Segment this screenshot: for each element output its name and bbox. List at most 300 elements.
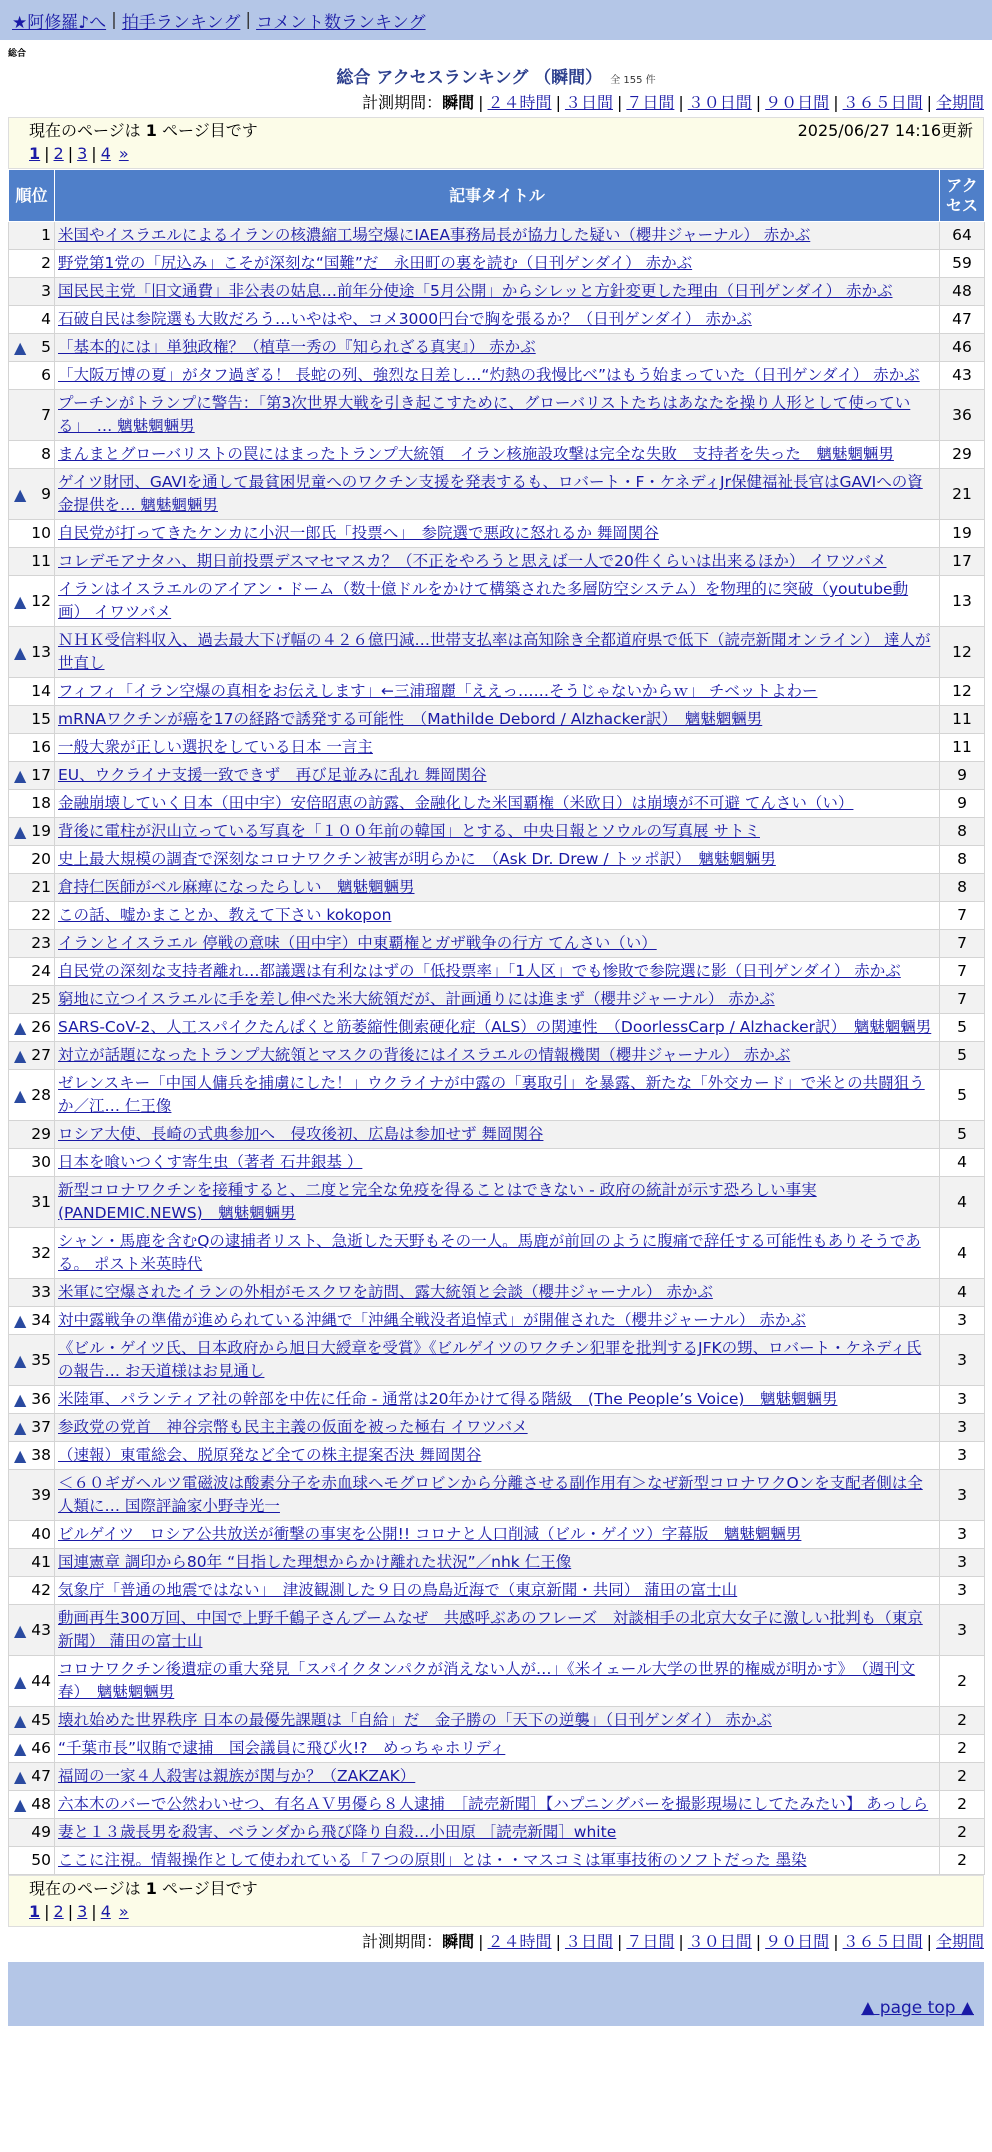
table-row [9,986,985,1014]
page-separator: | [44,144,50,163]
article-link[interactable]: 「大阪万博の夏」がタフ過ぎる！ 長蛇の列、強烈な日差し…“灼熱の我慢比べ”はもう始まっていた（日刊ゲンダイ） 赤かぶ [58,366,920,384]
rank-cell [9,1549,55,1577]
rank-cell [9,1763,55,1791]
article-link[interactable]: 米陸軍、パランティア社の幹部を中佐に任命 - 通常は20年かけて得る階級 (The People’s Voice) 魑魅魍魎男 [58,1390,838,1408]
article-link[interactable]: ＮＨＫ受信料収入、過去最大下げ幅の４２６億円減…世帯支払率は高知除き全都道府県で低下（読売新聞オンライン） 達人が世直し [58,631,931,672]
table-row [9,1228,985,1279]
table-header-row [9,170,985,222]
table-row [9,250,985,278]
rank-number: 9 [41,484,51,503]
period-label: 計測期間： [362,1932,443,1951]
table-row [9,222,985,250]
title-cell [55,1121,940,1149]
access-count: 29 [940,441,985,469]
footer-bar [8,1962,984,1992]
rank-up-icon: ▲ [14,1350,27,1370]
article-link[interactable]: 金融崩壊していく日本（田中宇）安倍昭恵の訪露、金融化した米国覇権（米欧日）は崩壊が不可避 てんさい（い） [58,794,854,812]
period-separator: | [833,93,839,112]
title-cell [55,734,940,762]
table-row [9,1070,985,1121]
rank-cell [9,1149,55,1177]
title-cell [55,548,940,576]
article-link[interactable]: フィフィ「イラン空爆の真相をお伝えします」←三浦瑠麗「ええっ……そうじゃないからｗ」 チベットよわー [58,682,818,700]
access-count: 3 [940,1605,985,1656]
current-page-text: 現在のページは 1 ページ目です [29,121,258,140]
page-link[interactable]: 4 [100,1902,111,1921]
rank-cell [9,548,55,576]
table-row [9,278,985,306]
article-link[interactable]: SARS-CoV-2、人工スパイクたんぱくと筋萎縮性側索硬化症（ALS）の関連性 （DoorlessCarp / Alzhacker訳） 魑魅魍魎男 [58,1018,932,1036]
rank-number: 50 [31,1851,51,1869]
access-count: 7 [940,986,985,1014]
rank-up-icon: ▲ [14,766,27,785]
rank-cell [9,1605,55,1656]
title-cell [55,1335,940,1386]
access-count: 5 [940,1070,985,1121]
access-count: 19 [940,520,985,548]
title-cell [55,1386,940,1414]
title-cell [55,1707,940,1735]
period-option[interactable]: ３６５日間 [842,1932,923,1951]
period-selector-top [0,88,992,113]
access-count: 17 [940,548,985,576]
period-separator: | [478,93,484,112]
article-link[interactable]: コロナワクチン後遺症の重大発見「スパイクタンパクが消えない人が…」《米イェール大学の世界的権威が明かす》 （週刊文春） 魑魅魍魎男 [58,1660,916,1701]
access-count: 3 [940,1549,985,1577]
title-cell [55,1014,940,1042]
table-row [9,1121,985,1149]
title-cell [55,222,940,250]
rank-number: 8 [41,445,51,463]
rank-number: 1 [41,226,51,244]
page-separator: | [91,144,97,163]
access-count: 8 [940,874,985,902]
table-row [9,706,985,734]
rank-up-icon: ▲ [14,1418,27,1437]
table-row [9,362,985,390]
title-cell [55,520,940,548]
article-link[interactable]: この話、嘘かまことか、教えて下さい kokopon [58,906,392,924]
article-link[interactable]: 「基本的には」単独政権？（植草一秀の『知られざる真実』） 赤かぶ [58,338,536,356]
table-row [9,818,985,846]
access-count: 3 [940,1386,985,1414]
access-count: 2 [940,1735,985,1763]
table-row [9,790,985,818]
article-link[interactable]: イランはイスラエルのアイアン・ドーム（数十億ドルをかけて構築された多層防空システム）を物理的に突破（youtube動画） イワツバメ [58,580,909,621]
period-option[interactable]: ７日間 [626,93,675,112]
access-count: 4 [940,1177,985,1228]
period-label: 計測期間： [362,93,443,112]
access-count: 2 [940,1656,985,1707]
page-info-top [8,117,984,169]
article-link[interactable]: “千葉市長”収賄で逮捕 国会議員に飛び火!? めっちゃホリディ [58,1739,506,1757]
article-link[interactable]: イランとイスラエル 停戦の意味（田中宇）中東覇権とガザ戦争の行方 てんさい（い） [58,934,657,952]
article-link[interactable]: 参政党の党首 神谷宗幣も民主主義の仮面を被った極右 イワツバメ [58,1418,528,1436]
title-cell [55,390,940,441]
rank-up-icon: ▲ [14,642,27,662]
period-separator: | [926,93,932,112]
period-option[interactable]: 全期間 [935,93,984,112]
access-count: 43 [940,362,985,390]
rank-number: 22 [31,906,51,924]
rank-number: 19 [31,822,51,840]
page-link[interactable]: 2 [53,144,64,163]
rank-number: 48 [31,1795,51,1813]
page-link-current[interactable]: 1 [29,1902,41,1921]
article-link[interactable]: 倉持仁医師がベル麻痺になったらしい 魑魅魍魎男 [58,878,415,896]
rank-cell [9,1042,55,1070]
rank-cell [9,1228,55,1279]
rank-cell [9,1386,55,1414]
rank-number: 16 [31,738,51,756]
article-link[interactable]: ビルゲイツ ロシア公共放送が衝撃の事実を公開!! コロナと人口削減（ビル・ゲイツ）字幕版 魑魅魍魎男 [58,1525,802,1543]
page-link[interactable]: 4 [100,144,111,163]
access-count: 12 [940,627,985,678]
article-link[interactable]: 野党第1党の「尻込み」こそが深刻な“国難”だ 永田町の裏を読む（日刊ゲンダイ） 赤かぶ [58,254,693,272]
rank-cell [9,1577,55,1605]
access-count: 2 [940,1847,985,1875]
rank-number: 14 [31,682,51,700]
rank-number: 31 [31,1192,51,1211]
rank-cell [9,1177,55,1228]
access-count: 2 [940,1763,985,1791]
category-label: 総合 [8,49,27,59]
rank-number: 10 [31,524,51,542]
period-separator: | [926,1932,932,1951]
period-option[interactable]: 全期間 [935,1932,984,1951]
rank-number: 4 [41,310,51,328]
title-cell [55,1819,940,1847]
total-count: 全 155 件 [610,75,656,86]
title-cell [55,678,940,706]
access-count: 9 [940,762,985,790]
rank-cell [9,874,55,902]
title-header: 記事タイトル [55,170,940,222]
article-link[interactable]: 自民党が打ってきたケンカに小沢一郎氏「投票へ」 参院選で悪政に怒れるか 舞岡関谷 [58,524,659,542]
title-cell [55,1149,940,1177]
rank-up-icon: ▲ [14,1046,27,1065]
rank-cell [9,390,55,441]
article-link[interactable]: 米軍に空爆されたイランの外相がモスクワを訪問、露大統領と会談（櫻井ジャーナル） 赤かぶ [58,1283,713,1301]
table-row [9,1149,985,1177]
article-link[interactable]: 国民民主党「旧文通費」非公表の姑息…前年分使途「5月公開」からシレッと方針変更した理由（日刊ゲンダイ） 赤かぶ [58,282,893,300]
access-count: 3 [940,1335,985,1386]
table-row [9,520,985,548]
rank-number: 32 [31,1243,51,1262]
rank-cell [9,734,55,762]
table-row [9,1177,985,1228]
article-link[interactable]: 六本木のバーで公然わいせつ、有名ＡＶ男優ら８人逮捕 ［読売新聞］【ハプニングバーを撮影現場にしてたみたい】 あっしら [58,1795,929,1813]
title-cell [55,1735,940,1763]
period-option[interactable]: ３０日間 [687,1932,752,1951]
article-link[interactable]: 壊れ始めた世界秩序 日本の最優先課題は「自給」だ 金子勝の「天下の逆襲」（日刊ゲンダイ） 赤かぶ [58,1711,772,1729]
access-count: 4 [940,1228,985,1279]
article-link[interactable]: ここに注視。情報操作として使われている「７つの原則」とは・・マスコミは軍事技術のソフトだった 墨染 [58,1851,807,1869]
nav-separator: | [245,10,252,30]
access-count: 4 [940,1149,985,1177]
table-row [9,902,985,930]
page-link[interactable]: 2 [53,1902,64,1921]
period-option[interactable]: ２４時間 [487,1932,552,1951]
clap-ranking-link[interactable]: 拍手ランキング [121,12,241,33]
article-link[interactable]: 新型コロナワクチンを接種すると、二度と完全な免疫を得ることはできない - 政府の統計が示す恐ろしい事実 (PANDEMIC.NEWS) 魑魅魍魎男 [58,1181,817,1222]
title-cell [55,1791,940,1819]
table-row [9,1605,985,1656]
rank-cell [9,1121,55,1149]
table-row [9,334,985,362]
rank-number: 20 [31,850,51,868]
period-option[interactable]: ９０日間 [765,1932,830,1951]
title-cell [55,576,940,627]
page-separator: | [67,1902,74,1921]
title-cell [55,1177,940,1228]
rank-number: 33 [31,1283,51,1301]
rank-number: 41 [31,1553,51,1571]
table-row [9,1470,985,1521]
rank-cell [9,1791,55,1819]
rank-number: 43 [31,1620,51,1639]
rank-cell [9,250,55,278]
access-count: 9 [940,790,985,818]
title-cell [55,469,940,520]
rank-number: 44 [31,1671,51,1690]
rank-number: 38 [31,1446,51,1464]
table-row [9,1279,985,1307]
rank-number: 46 [31,1739,51,1757]
rank-cell [9,441,55,469]
article-link[interactable]: ＜６０ギガヘルツ電磁波は酸素分子を赤血球ヘモグロビンから分離させる副作用有＞なぜ新型コロナワクOンを支配者側は全人類に… 国際評論家小野寺光一 [58,1474,923,1515]
access-count: 13 [940,576,985,627]
period-option[interactable]: ３６５日間 [842,93,923,112]
rank-number: 2 [41,254,51,272]
period-separator: | [678,1932,684,1951]
period-option[interactable]: ３日間 [564,1932,613,1951]
rank-number: 13 [31,642,51,661]
article-link[interactable]: 日本を喰いつくす寄生虫（著者 石井銀基 ） [58,1153,363,1171]
access-count: 21 [940,469,985,520]
page-separator: | [44,1902,50,1921]
access-count: 5 [940,1042,985,1070]
article-link[interactable]: （速報）東電総会、脱原発など全ての株主提案否決 舞岡関谷 [58,1446,482,1464]
table-row [9,930,985,958]
access-count: 3 [940,1442,985,1470]
rank-cell [9,1414,55,1442]
title-cell [55,1605,940,1656]
article-link[interactable]: 背後に電柱が沢山立っている写真を「１００年前の韓国」とする、中央日報とソウルの写真展 サトミ [58,822,760,840]
access-count: 5 [940,1121,985,1149]
rank-cell [9,469,55,520]
article-link[interactable]: 動画再生300万回、中国で上野千鶴子さんブームなぜ 共感呼ぶあのフレーズ 対談相手の北京大女子に激しい批判も（東京新聞） 蒲田の富士山 [58,1609,923,1650]
table-row [9,469,985,520]
rank-cell [9,1707,55,1735]
article-link[interactable]: 《ビル・ゲイツ氏、日本政府から旭日大綬章を受賞》《ビルゲイツのワクチン犯罪を批判するJFKの甥、ロバート・ケネディ氏の報告… お天道様はお見通し [58,1339,922,1380]
article-link[interactable]: 国連憲章 調印から80年 “目指した理想からかけ離れた状況”／nhk 仁王像 [58,1553,572,1571]
article-link[interactable]: 窮地に立つイスラエルに手を差し伸べた米大統領だが、計画通りには進まず（櫻井ジャーナル） 赤かぶ [58,990,775,1008]
title-cell [55,334,940,362]
next-page-link[interactable]: » [118,1902,129,1921]
rank-number: 36 [31,1390,51,1408]
article-link[interactable]: 石破自民は参院選も大敗だろう…いやはや、コメ3000円台で胸を張るか？（日刊ゲンダイ） 赤かぶ [58,310,752,328]
rank-cell [9,576,55,627]
access-count: 3 [940,1577,985,1605]
ranking-title [0,63,992,88]
title-cell [55,1521,940,1549]
access-count: 46 [940,334,985,362]
access-count: 3 [940,1307,985,1335]
rank-number: 27 [31,1046,51,1064]
rank-number: 7 [41,405,51,424]
rank-number: 25 [31,990,51,1008]
period-option[interactable]: ３日間 [564,93,613,112]
title-cell [55,930,940,958]
access-count: 47 [940,306,985,334]
article-link[interactable]: 対立が話題になったトランプ大統領とマスクの背後にはイスラエルの情報機関（櫻井ジャーナル） 赤かぶ [58,1046,791,1064]
updated-timestamp: 2025/06/27 14:16更新 [797,121,973,140]
access-count: 2 [940,1819,985,1847]
rank-cell [9,278,55,306]
article-link[interactable]: 福岡の一家４人殺害は親族が関与か？（ZAKZAK） [58,1767,416,1785]
access-count: 8 [940,818,985,846]
table-row [9,1414,985,1442]
period-option[interactable]: ９０日間 [765,93,830,112]
rank-number: 15 [31,710,51,728]
rank-number: 17 [31,766,51,784]
access-count: 5 [940,1014,985,1042]
rank-number: 26 [31,1018,51,1036]
article-link[interactable]: ゲイツ財団、GAVIを通して最貧困児童へのワクチン支援を発表するも、ロバート・F・ケネディJr保健福祉長官はGAVIへの資金提供を… 魑魅魍魎男 [58,473,923,514]
rank-cell [9,986,55,1014]
article-link[interactable]: EU、ウクライナ支援一致できず 再び足並みに乱れ 舞岡関谷 [58,766,487,784]
title-cell [55,627,940,678]
period-option[interactable]: ７日間 [626,1932,675,1951]
rank-header: 順位 [9,170,55,222]
rank-cell [9,1735,55,1763]
article-link[interactable]: コレデモアナタハ、期日前投票デスマセマスカ？（不正をやろうと思えば一人で20件くらいは出来るほか） イワツバメ [58,552,887,570]
access-count: 2 [940,1707,985,1735]
table-row [9,441,985,469]
page-link[interactable]: 3 [77,144,88,163]
period-current: 瞬間 [442,93,475,112]
access-count: 59 [940,250,985,278]
access-count: 7 [940,902,985,930]
page-link-current[interactable]: 1 [29,144,41,163]
article-link[interactable]: 対中露戦争の準備が進められている沖縄で「沖縄全戦没者追悼式」が開催された（櫻井ジャーナル） 赤かぶ [58,1311,806,1329]
page-separator: | [67,144,74,163]
rank-number: 37 [31,1418,51,1436]
title-cell [55,790,940,818]
article-link[interactable]: 史上最大規模の調査で深刻なコロナワクチン被害が明らかに （Ask Dr. Drew / トッポ訳） 魑魅魍魎男 [58,850,776,868]
table-row [9,1549,985,1577]
access-count: 48 [940,278,985,306]
next-page-link[interactable]: » [118,144,129,163]
rank-cell [9,627,55,678]
rank-number: 12 [31,591,51,610]
title-cell [55,706,940,734]
rank-up-icon: ▲ [14,1620,27,1640]
period-separator: | [616,1932,623,1951]
rank-cell [9,818,55,846]
title-cell [55,986,940,1014]
period-separator: | [833,1932,839,1951]
rank-number: 34 [31,1311,51,1329]
rank-up-icon: ▲ [14,1085,27,1105]
title-cell [55,958,940,986]
access-count: 3 [940,1470,985,1521]
article-link[interactable]: シャン・馬鹿を含むQの逮捕者リスト、急逝した天野もその一人。馬鹿が前回のように腹痛で辞任する可能性もありそうである。 ポスト米英時代 [58,1232,921,1273]
table-row [9,1386,985,1414]
title-cell [55,1279,940,1307]
article-link[interactable]: 一般大衆が正しい選択をしている日本 一言主 [58,738,373,756]
table-row [9,1847,985,1875]
rank-number: 6 [41,366,51,384]
article-link[interactable]: ロシア大使、長崎の式典参加へ 侵攻後初、広島は参加せず 舞岡関谷 [58,1125,544,1143]
article-link[interactable]: プーチンがトランプに警告：「第3次世界大戦を引き起こすために、グローバリストたちはあなたを操り人形として使っている」 … 魑魅魍魎男 [58,394,911,435]
page-top-link[interactable]: ▲ page top ▲ [861,1998,974,2018]
article-link[interactable]: mRNAワクチンが癌を17の経路で誘発する可能性 （Mathilde Debord / Alzhacker訳） 魑魅魍魎男 [58,710,763,728]
table-row [9,1307,985,1335]
page-info-bottom [8,1875,984,1927]
period-separator: | [678,93,684,112]
rank-cell [9,1819,55,1847]
article-link[interactable]: 自民党の深刻な支持者離れ…都議選は有利なはずの「低投票率」「1人区」でも惨敗で参院選に影（日刊ゲンダイ） 赤かぶ [58,962,901,980]
article-link[interactable]: まんまとグローバリストの罠にはまったトランプ大統領 イラン核施設攻撃は完全な失敗 支持者を失った 魑魅魍魎男 [58,445,894,463]
article-link[interactable]: ゼレンスキー「中国人傭兵を捕虜にした！」ウクライナが中露の「裏取引」を暴露、新たな「外交カード」で米との共闘狙うか／江… 仁王像 [58,1074,925,1115]
table-row [9,734,985,762]
page-separator: | [91,1902,97,1921]
table-row [9,958,985,986]
rank-number: 49 [31,1823,51,1841]
rank-number: 47 [31,1767,51,1785]
rank-up-icon: ▲ [14,1671,27,1691]
rank-cell [9,306,55,334]
page-link[interactable]: 3 [77,1902,88,1921]
period-option[interactable]: ２４時間 [487,93,552,112]
article-link[interactable]: 妻と１３歳長男を殺害、ベランダから飛び降り自殺…小田原 ［読売新聞］white [58,1823,617,1841]
rank-cell [9,902,55,930]
home-link[interactable]: ★阿修羅♪へ [12,12,107,33]
rank-number: 39 [31,1485,51,1504]
comment-ranking-link[interactable]: コメント数ランキング [256,12,426,33]
rank-up-icon: ▲ [14,1390,27,1409]
rank-cell [9,678,55,706]
access-count: 11 [940,706,985,734]
access-header: アクセス [940,170,985,222]
title-cell [55,362,940,390]
rank-cell [9,520,55,548]
rank-number: 40 [31,1525,51,1543]
period-separator: | [616,93,623,112]
title-cell [55,1549,940,1577]
access-count: 11 [940,734,985,762]
period-option[interactable]: ３０日間 [687,93,752,112]
rank-number: 21 [31,878,51,896]
rank-up-icon: ▲ [14,1018,27,1037]
article-link[interactable]: 米国やイスラエルによるイランの核濃縮工場空爆にIAEA事務局長が協力した疑い（櫻井ジャーナル） 赤かぶ [58,226,811,244]
rank-up-icon: ▲ [14,338,27,357]
current-page-text: 現在のページは 1 ページ目です [29,1879,258,1898]
period-separator: | [555,1932,561,1951]
table-row [9,1014,985,1042]
access-count: 4 [940,1279,985,1307]
rank-cell [9,1307,55,1335]
title-cell [55,1414,940,1442]
period-separator: | [755,1932,762,1951]
page-top-bar [8,1992,984,2026]
article-link[interactable]: 気象庁「普通の地震ではない」 津波観測した９日の鳥島近海で（東京新聞・共同） 蒲田の富士山 [58,1581,738,1599]
rank-cell [9,362,55,390]
title-cell [55,874,940,902]
rank-up-icon: ▲ [14,591,27,611]
